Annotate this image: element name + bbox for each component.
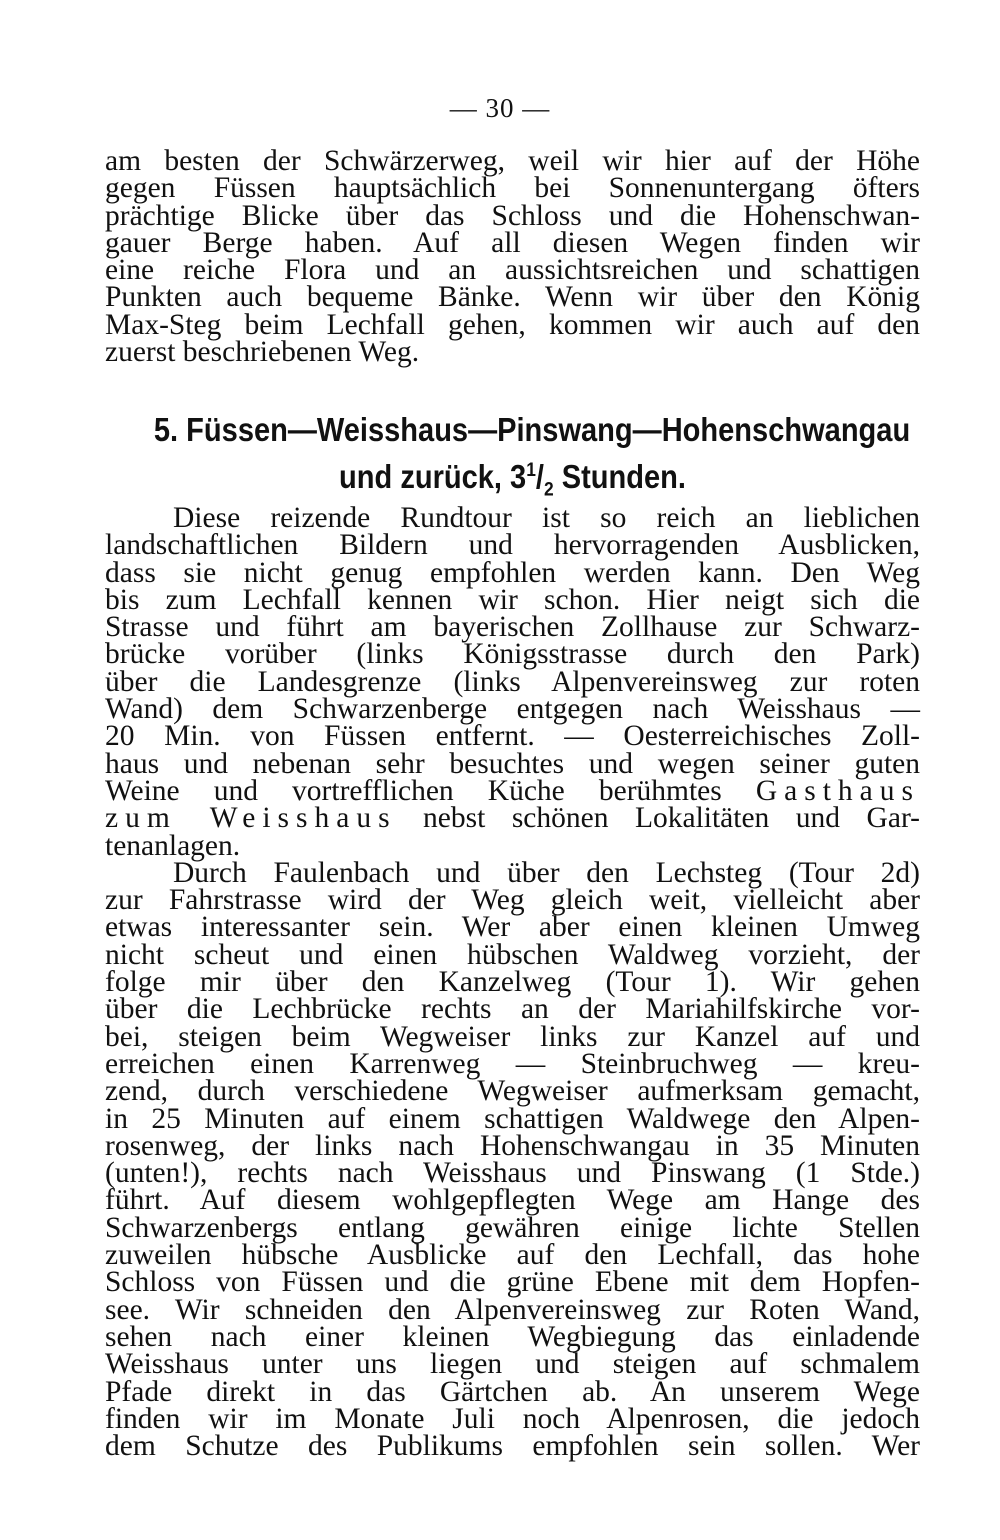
text-line: landschaftlichen Bildern und hervorragenden Ausblicken,	[105, 529, 920, 562]
text-run: nebst schönen Lokalitäten und Gar-	[396, 802, 920, 835]
text-line: Weisshaus unter uns liegen und steigen auf schmalem	[105, 1348, 920, 1381]
heading-text: Stunden.	[553, 458, 686, 495]
text-line: sehen nach einer kleinen Wegbiegung das einladende	[105, 1320, 920, 1353]
text-line: Wand) dem Schwarzenberge entgegen nach Weisshaus —	[105, 693, 920, 726]
fraction-numerator: 1	[526, 459, 536, 481]
fraction-slash: /	[535, 458, 544, 495]
text-line: finden wir im Monate Juli noch Alpenrosen, die jedoch	[105, 1402, 920, 1435]
paragraph-continuation	[105, 145, 920, 369]
text-line	[105, 774, 920, 807]
spaced-text: zum Weisshaus	[105, 802, 397, 835]
heading-line: 5. Füssen—Weisshaus—Pinswang—Hohenschwangau	[153, 411, 911, 448]
text-line: Schloss von Füssen und die grüne Ebene mit dem Hopfen-	[105, 1266, 920, 1299]
text-line: etwas interessanter sein. Wer aber einen kleinen Umweg	[105, 911, 920, 944]
text-line: zend, durch verschiedene Wegweiser aufmerksam gemacht,	[105, 1075, 920, 1108]
text-line: prächtige Blicke über das Schloss und die Hohenschwan-	[105, 199, 920, 232]
text-line: dass sie nicht genug empfohlen werden kann. Den Weg	[105, 556, 920, 589]
text-line: über die Landesgrenze (links Alpenvereinsweg zur roten	[105, 665, 920, 698]
text-line: tenanlagen.	[105, 829, 241, 862]
text-line: in 25 Minuten auf einem schattigen Waldwege den Alpen-	[105, 1102, 920, 1135]
text-line: eine reiche Flora und an aussichtsreichen und schattigen	[105, 254, 920, 287]
page-number: — 30 —	[449, 93, 551, 123]
text-line: bis zum Lechfall kennen wir schon. Hier neigt sich die	[105, 583, 920, 616]
text-line: über die Lechbrücke rechts an der Mariahilfskirche vor-	[105, 993, 920, 1026]
text-line: rosenweg, der links nach Hohenschwangau in 35 Minuten	[105, 1129, 920, 1162]
text-line: bei, steigen beim Wegweiser links zur Kanzel auf und	[105, 1020, 920, 1053]
section-heading	[153, 410, 911, 510]
fraction-denominator: 2	[543, 478, 554, 501]
text-line: gauer Berge haben. Auf all diesen Wegen finden wir	[105, 226, 920, 259]
text-line: (unten!), rechts nach Weisshaus und Pinswang (1 Stde.)	[105, 1157, 920, 1190]
text-line: haus und nebenan sehr besuchtes und wegen seiner guten	[105, 747, 920, 780]
text-line: Diese reizende Rundtour ist so reich an lieblichen	[173, 502, 920, 534]
heading-line	[154, 450, 871, 510]
text-line: folge mir über den Kanzelweg (Tour 1). Wir gehen	[105, 966, 920, 999]
text-line: dem Schutze des Publikums empfohlen sein sollen. Wer	[105, 1430, 920, 1463]
spaced-text: Gasthaus	[755, 774, 920, 807]
text-line: zuweilen hübsche Ausblicke auf den Lechfall, das hohe	[105, 1239, 920, 1272]
text-line: gegen Füssen hauptsächlich bei Sonnenuntergang öfters	[105, 172, 920, 205]
text-line: see. Wir schneiden den Alpenvereinsweg zur Roten Wand,	[105, 1293, 920, 1326]
text-line: Schwarzenbergs entlang gewähren einige lichte Stellen	[105, 1211, 920, 1244]
text-line: Max-Steg beim Lechfall gehen, kommen wir auch auf den	[105, 308, 920, 341]
text-line: Durch Faulenbach und über den Lechsteg (Tour 2d)	[173, 856, 920, 889]
text-line: führt. Auf diesem wohlgepflegten Wege am Hange des	[105, 1184, 920, 1217]
text-run: Weine und vortrefflichen Küche berühmtes	[105, 774, 756, 807]
text-line: Punkten auch bequeme Bänke. Wenn wir über den König	[105, 281, 920, 314]
text-line: Strasse und führt am bayerischen Zollhause zur Schwarz-	[105, 611, 920, 644]
text-line: erreichen einen Karrenweg — Steinbruchweg — kreu-	[105, 1047, 920, 1080]
section-body	[105, 502, 920, 1463]
text-line: 20 Min. von Füssen entfernt. — Oesterreichisches Zoll-	[105, 720, 920, 753]
text-line: brücke vorüber (links Königsstrasse durch den Park)	[105, 638, 920, 671]
text-line: am besten der Schwärzerweg, weil wir hier auf der Höhe	[105, 145, 920, 177]
text-line: zur Fahrstrasse wird der Weg gleich weit, vielleicht aber	[105, 884, 920, 917]
heading-text: und zurück, 3	[339, 458, 527, 495]
text-line: zuerst beschriebenen Weg.	[105, 336, 420, 369]
text-line: Pfade direkt in das Gärtchen ab. An unserem Wege	[105, 1375, 920, 1408]
text-line: nicht scheut und einen hübschen Waldweg vorzieht, der	[105, 938, 920, 971]
text-line	[105, 802, 920, 835]
